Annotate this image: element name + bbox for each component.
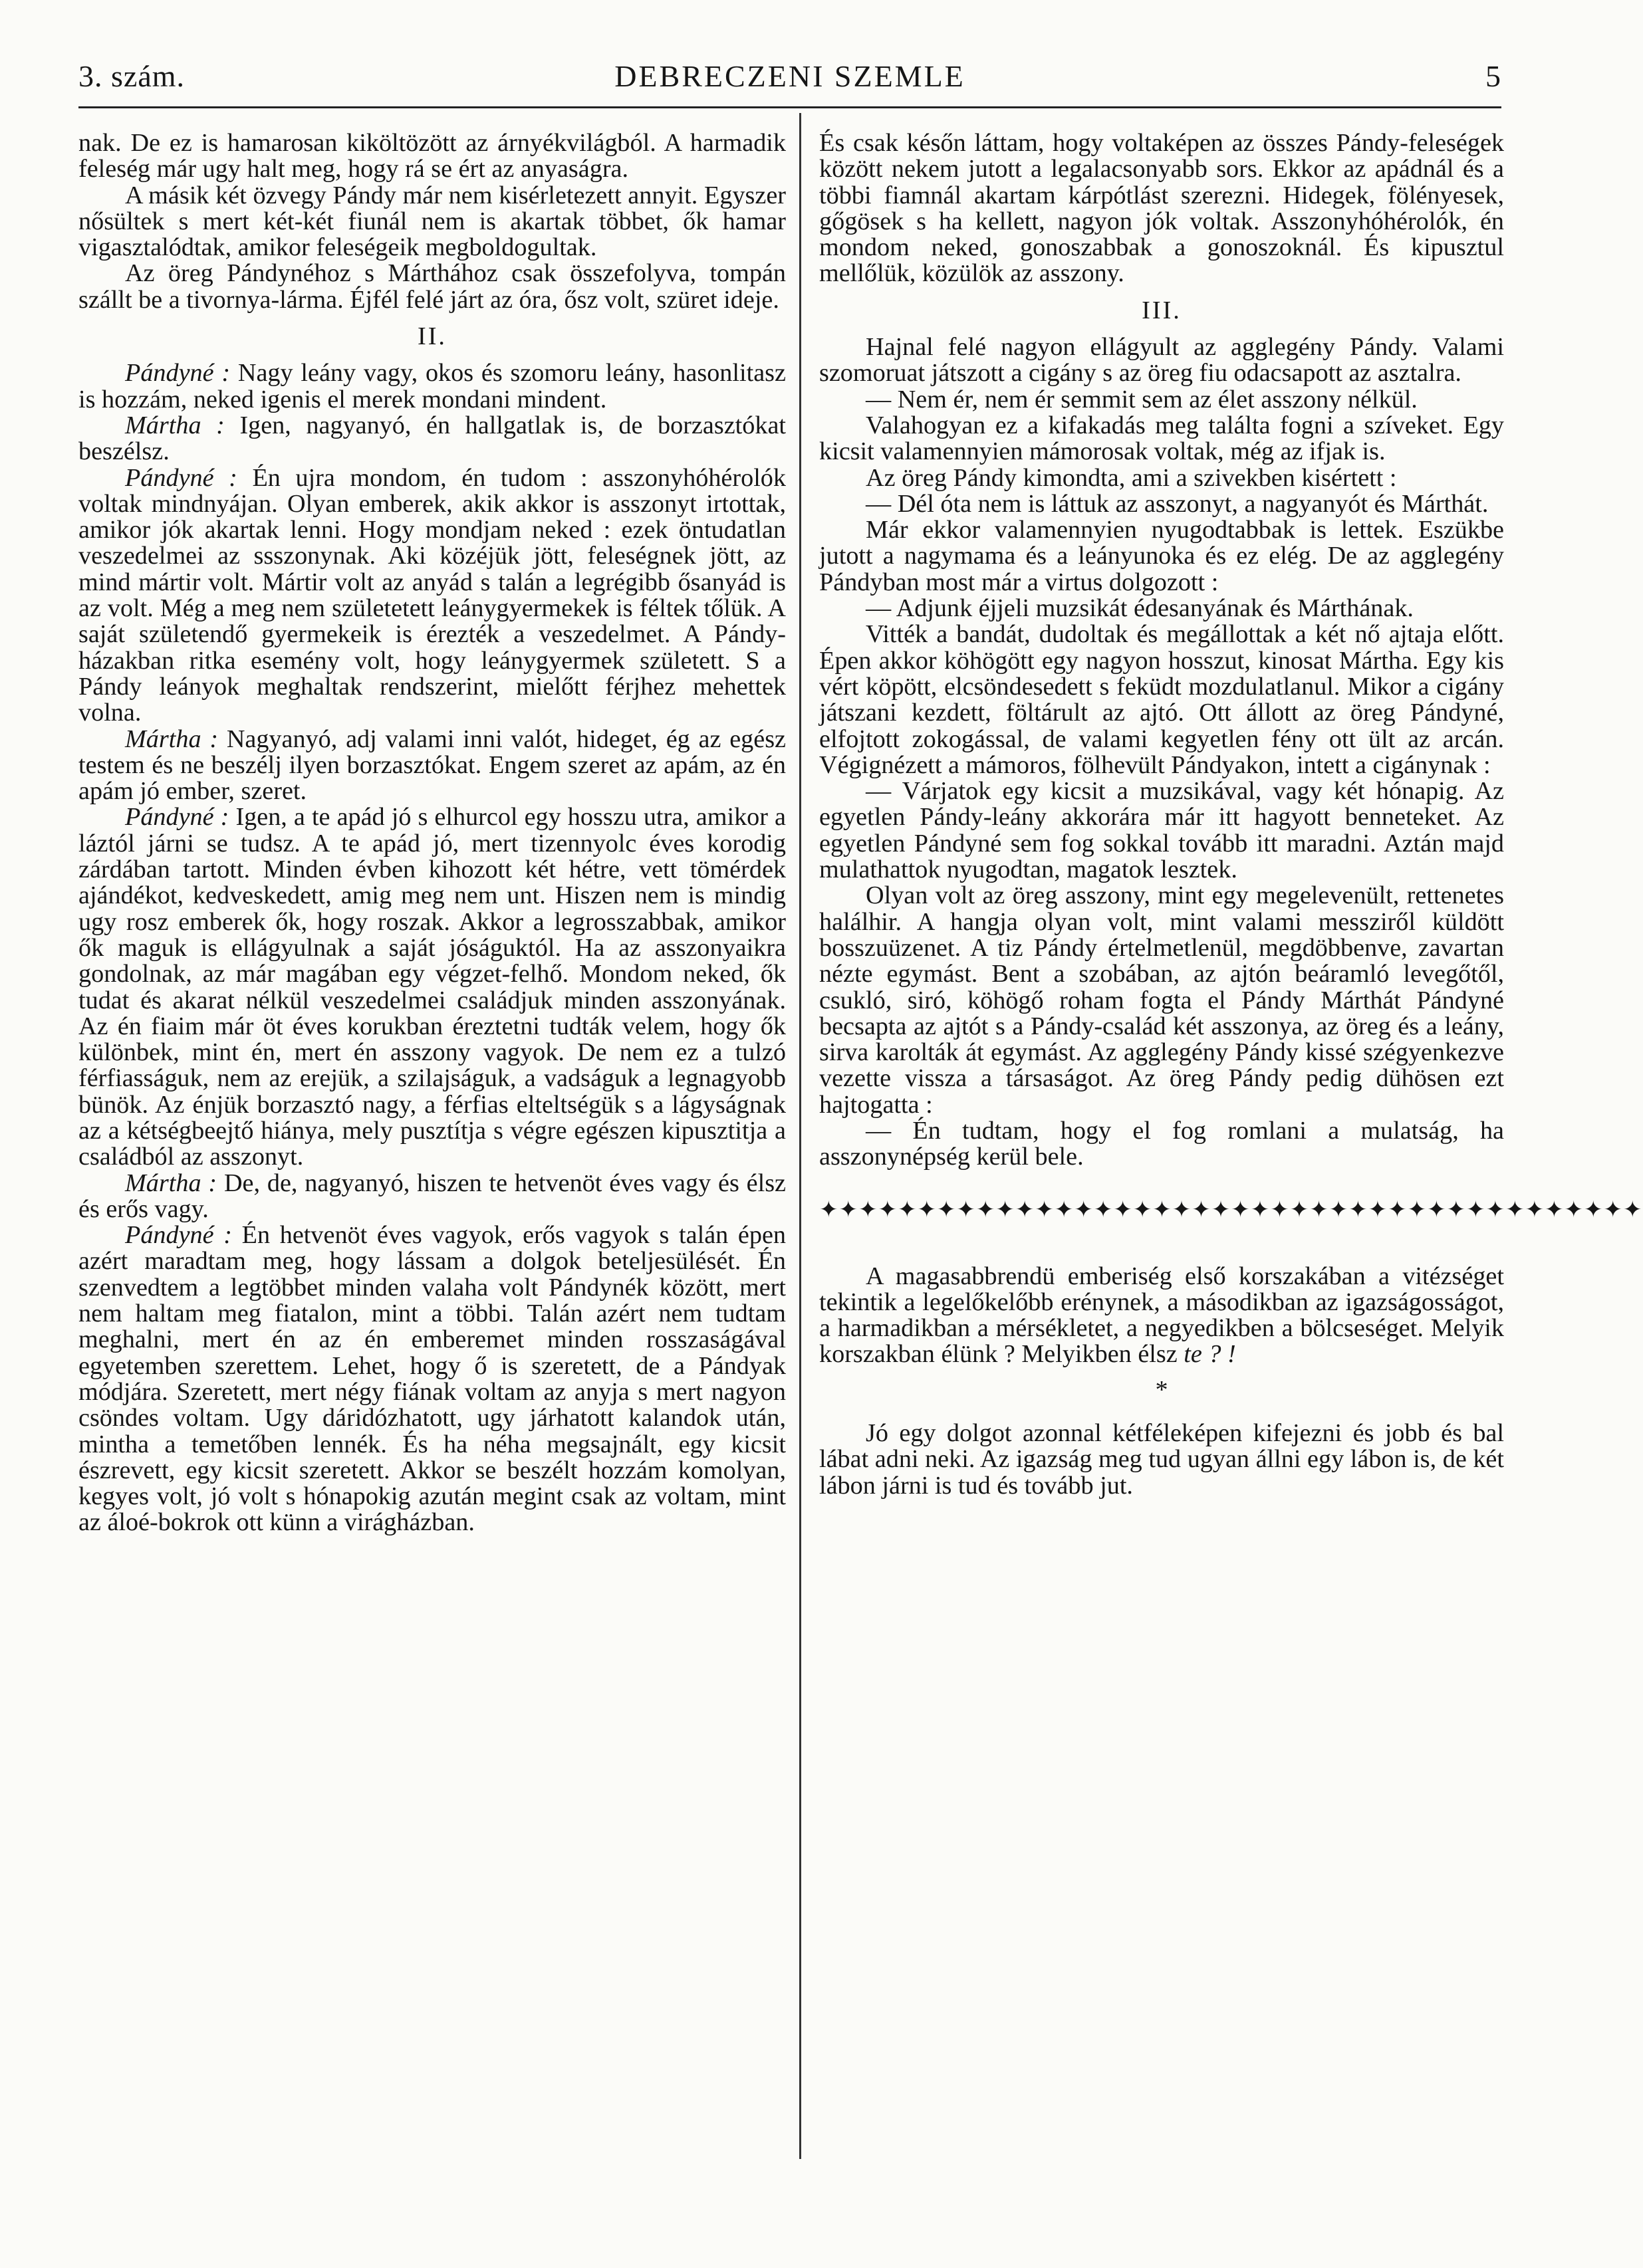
speaker-name: Pándyné : bbox=[125, 359, 231, 388]
aphorism-text: A magasabbrendü emberiség első korszakában a vitézséget tekintik a legelőkelőbb erénynek, a másodikban az igazságosságot, a harmadikban a mérsékletet, a negyedikben a bölcseséget. Melyik korszakban élünk ? Melyikben élsz bbox=[819, 1262, 1504, 1369]
speaker-name: Mártha : bbox=[125, 1169, 217, 1197]
right-column bbox=[819, 129, 1643, 1500]
dialogue-line bbox=[78, 465, 786, 727]
aphorism bbox=[819, 1264, 1504, 1368]
paragraph: A másik két özvegy Pándy már nem kisérletezett annyit. Egyszer nősültek s mert két-két fiunál nem is akartak többet, ők hamar vigasztalódtak, amikor feleségeik megboldogultak. bbox=[78, 181, 786, 262]
dialogue-text: Én hetvenöt éves vagyok, erős vagyok s talán épen azért maradtam meg, hogy lássam a dolgok beteljesülését. Én szenvedtem a legtöbbet minden valaha volt Pándynék között, mert nem haltam meg fiatalon, mint a többi. Talán azért nem tudtam meghalni, mert én az én emberemet minden rosszaságával egyetemben szerettem. Lehet, hogy ő is szeretett, de a Pándyak módjára. Szeretett, mert négy fiának voltam az anyja s mert nagyon csöndes voltam. Ugy dáridózhatott, ugy járhatott kalandok után, mintha a temetőben lennék. És ha néha megsajnált, egy kicsit észrevett, egy kicsit szeretett. Akkor se beszélt hozzám komolyan, kegyes volt, jó volt s hónapokig azután megint csak az voltam, mint az áloé-bokrok ott künn a virágházban. bbox=[78, 1221, 786, 1537]
paragraph: — Várjatok egy kicsit a muzsikával, vagy két hónapig. Az egyetlen Pándy-leány akkorára már itt hagyott benneteket. Az egyetlen Pándyné sem fog sokkal tovább itt maradni. Aztán majd mulathattok nyugodtan, magatok lesztek. bbox=[819, 777, 1504, 884]
dialogue-line bbox=[78, 413, 786, 465]
paragraph: És csak későn láttam, hogy voltaképen az összes Pándy-feleségek között nekem jutott a legalacsonyabb sors. Ekkor az apádnál és a többi fiamnál akartam kárpótlást szerezni. Hidegek, fölényesek, gőgösek s ha kellett, nagyon jók voltak. Asszonyhóhérolók, én mondom neked, gonoszabbak a gonoszoknál. És kipusztul mellőlük, közülök az asszony. bbox=[819, 129, 1504, 288]
dialogue-line bbox=[78, 360, 786, 413]
dialogue-text: Nagy leány vagy, okos és szomoru leány, hasonlitasz is hozzám, neked igenis el merek mondani mindent. bbox=[78, 359, 786, 413]
paragraph: Hajnal felé nagyon ellágyult az agglegény Pándy. Valami szomoruat játszott a cigány s az öreg fiu odacsapott az asztalra. bbox=[819, 333, 1504, 388]
speaker-name: Pándyné : bbox=[125, 803, 229, 832]
dialogue-text: De, de, nagyanyó, hiszen te hetvenöt éves vagy és élsz és erős vagy. bbox=[78, 1169, 787, 1223]
dialogue-line bbox=[78, 804, 786, 1170]
paragraph: Már ekkor valamennyien nyugodtabbak is lettek. Eszükbe jutott a nagymama és a leányunoka és ez elég. De az agglegény Pándyban most már a virtus dolgozott : bbox=[819, 516, 1504, 596]
aphorism: Jó egy dolgot azonnal kétféleképen kifejezni és jobb és bal lábat adni neki. Az igazság meg tud ugyan állni egy lábon is, de két lábon járni is tud és tovább jut. bbox=[819, 1419, 1504, 1500]
paragraph: Olyan volt az öreg asszony, mint egy megelevenült, rettenetes halálhir. A hangja olyan volt, mint valami messziről küldött bosszuüzenet. A tiz Pándy értelmetlenül, megdöbbenve, zavartan nézte egymást. Bent a szobában, az ajtón beáramló levegőtől, csukló, siró, köhögő roham fogta el Pándy Márthát Pándyné becsapta az ajtót s a Pándy-család két asszonya, az öreg és a leány, sirva karolták át egymást. Az agglegény Pándy kissé szégyenkezve vezette vissza a társaságot. Az öreg Pándy pedig dühösen ezt hajtogatta : bbox=[819, 881, 1504, 1119]
dialogue-line bbox=[78, 727, 786, 805]
paragraph: Az öreg Pándynéhoz s Márthához csak összefolyva, tompán szállt be a tivornya-lárma. Éjfél felé járt az óra, ősz volt, szüret ideje. bbox=[78, 259, 786, 314]
paragraph: — Nem ér, nem ér semmit sem az élet asszony nélkül. bbox=[866, 385, 1418, 413]
section-heading-iii: III. bbox=[1142, 296, 1182, 324]
speaker-name: Mártha : bbox=[125, 725, 219, 753]
dialogue-line bbox=[78, 1171, 786, 1223]
paragraph: Az öreg Pándy kimondta, ami a szivekben kisértett : bbox=[866, 463, 1397, 492]
dialogue-line bbox=[78, 1222, 786, 1536]
speaker-name: Pándyné : bbox=[125, 1221, 232, 1250]
paragraph: Vitték a bandát, dudoltak és megállottak a két nő ajtaja előtt. Épen akkor köhögött egy nagyon hosszut, kinosat Mártha. Egy kis vért köpött, elcsöndesedett s feküdt mozdulatlanul. Mikor a cigány játszani kezdett, föltárult az ajtó. Ott állott az öreg Pándyné, elfojtott zokogással, de valami kegyetlen fény ott ült az arcán. Végignézett a mámoros, fölhevült Pándyakon, intett a cigánynak : bbox=[819, 620, 1504, 779]
dialogue-text: Én ujra mondom, én tudom : asszonyhóhérolók voltak mindnyájan. Olyan emberek, akik akkor is asszonyt irtottak, amikor jók akartak lenni. Hogy mondjam neked : ezek öntudatlan veszedelmei az ssszonynak. Aki közéjük jött, feleségnek jött, az mind mártir volt. Mártir volt az anyád s talán a legrégibb ősanyád is az volt. Még a meg nem születetett leánygyermekek is féltek tőlük. A saját születendő gyermekeik is érezték a veszedelmet. A Pándy-házakban ritka esemény volt, hogy leánygyermek született. S a Pándy leányok meghaltak rendszerint, mielőtt férjhez mehettek volna. bbox=[78, 463, 786, 727]
star-separator: * bbox=[1155, 1375, 1168, 1404]
column-divider bbox=[799, 113, 801, 2159]
issue-number: 3. szám. bbox=[78, 59, 186, 93]
paragraph: — Dél óta nem is láttuk az asszonyt, a nagyanyót és Márthát. bbox=[866, 489, 1489, 518]
page-header bbox=[78, 58, 1501, 105]
page-number: 5 bbox=[1485, 59, 1501, 93]
dialogue-text: Igen, nagyanyó, én hallgatlak is, de borzasztókat beszélsz. bbox=[78, 411, 787, 466]
left-column bbox=[78, 130, 786, 1536]
paragraph: Valahogyan ez a kifakadás meg találta fogni a szíveket. Egy kicsit valamennyien mámorosak voltak, még az ifjak is. bbox=[819, 411, 1504, 466]
aphorism-italic: te ? ! bbox=[1184, 1340, 1236, 1369]
header-rule bbox=[78, 106, 1501, 108]
speaker-name: Mártha : bbox=[125, 411, 225, 439]
dialogue-text: Igen, a te apád jó s elhurcol egy hosszu utra, amikor a láztól járni se tudsz. A te apád jó, mert tizennyolc éves korodig zárdában tartott. Minden évben kihozott két hétre, vett tömérdek ajándékot, kedveskedett, amig meg nem unt. Hiszen nem is mindig ugy rosz emberek ők, hogy roszak. Akkor a legrosszabbak, amikor ők maguk is ellágyulnak a saját jóságuktól. Ha az asszonyaikra gondolnak, az már magában egy végzet-felhő. Mondom neked, ők tudat és akarat nélkül veszedelmei családjuk minden asszonyának. Az én fiaim már öt éves korukban éreztetni tudták velem, hogy ők különbek, mint én, mert én asszony vagyok. De nem ez a tulzó férfiasságuk, nem az erejük, a szilajságuk, a vadságuk a legnagyobb bünök. Az énjük borzasztó nagy, a férfias elteltségük s a lágyságnak az a kétségbeejtő hiánya, mely pusztítja s végre egészen kipusztitja a családból az asszonyt. bbox=[78, 803, 786, 1171]
paragraph: — Adjunk éjjeli muzsikát édesanyának és Márthának. bbox=[866, 594, 1414, 623]
paragraph: — Én tudtam, hogy el fog romlani a mulatság, ha asszonynépség kerül bele. bbox=[819, 1116, 1504, 1171]
ornamental-divider: ✦✦✦✦✦✦✦✦✦✦✦✦✦✦✦✦✦✦✦✦✦✦✦✦✦✦✦✦✦✦✦✦✦✦✦✦✦✦✦✦✦✦ bbox=[819, 1197, 1643, 1222]
paragraph: nak. De ez is hamarosan kiköltözött az árnyékvilágból. A harmadik feleség már ugy halt meg, hogy rá se ért az anyaságra. bbox=[78, 129, 786, 183]
speaker-name: Pándyné : bbox=[125, 463, 237, 492]
dialogue-text: Nagyanyó, adj valami inni valót, hideget, ég az egész testem és ne beszélj ilyen borzasztókat. Engem szeret az apám, az én apám jó ember, szeret. bbox=[78, 725, 786, 806]
section-heading-ii: II. bbox=[418, 322, 447, 351]
publication-title: DEBRECZENI SZEMLE bbox=[614, 59, 965, 93]
